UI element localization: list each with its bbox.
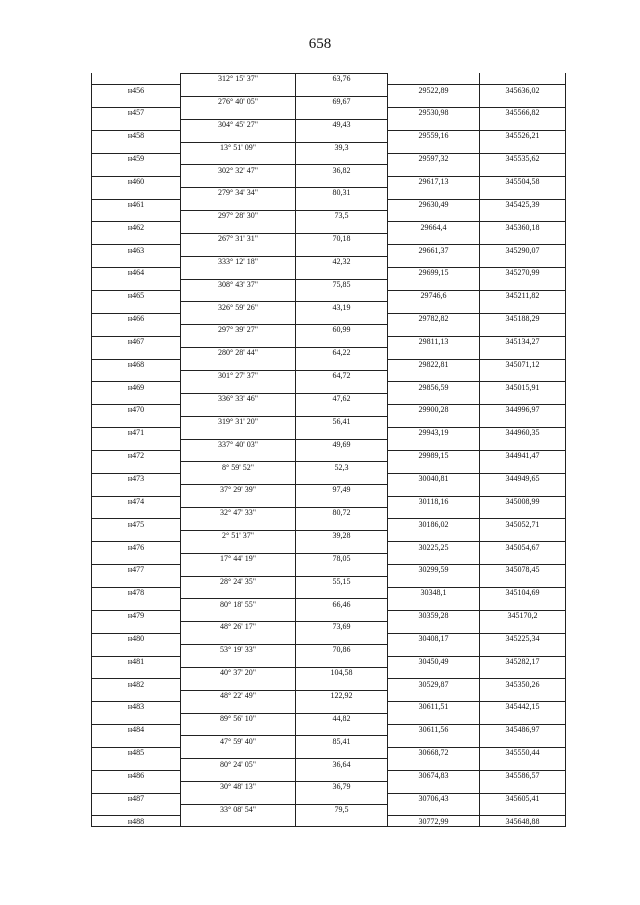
x-coordinate: 30611,51 (418, 702, 449, 712)
table-row (91, 84, 566, 95)
direction-angle: 48° 26' 17" (220, 622, 256, 632)
point-name: н478 (127, 588, 145, 598)
segment-length: 44,82 (332, 713, 351, 723)
y-coordinate: 345550,44 (505, 748, 540, 758)
segment-length: 69,67 (332, 97, 351, 107)
y-coordinate: 345015,91 (505, 382, 540, 392)
direction-angle: 304° 45' 27" (218, 119, 258, 129)
segment-length: 66,46 (332, 599, 351, 609)
table-row (91, 427, 566, 438)
point-name: н487 (127, 793, 145, 803)
segment-length: 36,82 (332, 165, 351, 175)
segment-row (91, 279, 566, 290)
point-name: н464 (127, 268, 145, 278)
table-row (91, 793, 566, 804)
segment-row (91, 781, 566, 792)
point-name: н463 (127, 245, 145, 255)
table-row (91, 747, 566, 758)
x-coordinate: 29856,59 (418, 382, 449, 392)
point-name: н481 (127, 656, 145, 666)
direction-angle: 336° 33' 46" (218, 394, 258, 404)
point-name: н485 (127, 748, 145, 758)
segment-length: 36,79 (332, 782, 351, 792)
direction-angle: 8° 59' 52" (222, 462, 254, 472)
segment-row (91, 644, 566, 655)
x-coordinate: 29661,37 (418, 245, 449, 255)
point-name: н467 (127, 336, 145, 346)
x-coordinate: 29822,81 (418, 359, 449, 369)
x-coordinate: 30772,99 (418, 816, 449, 826)
point-name: н474 (127, 496, 145, 506)
table-row (91, 359, 566, 370)
y-coordinate: 344949,65 (505, 473, 540, 483)
y-coordinate: 345605,41 (505, 793, 540, 803)
point-name: н465 (127, 291, 145, 301)
segment-length: 73,5 (334, 211, 349, 221)
y-coordinate: 345425,39 (505, 199, 540, 209)
segment-row (91, 484, 566, 495)
y-coordinate: 345282,17 (505, 656, 540, 666)
direction-angle: 267° 31' 31" (218, 234, 258, 244)
y-coordinate: 345170,2 (507, 611, 538, 621)
y-coordinate: 345188,29 (505, 314, 540, 324)
segment-length: 60,99 (332, 325, 351, 335)
direction-angle: 80° 18' 55" (220, 599, 256, 609)
direction-angle: 2° 51' 37" (222, 531, 254, 541)
segment-row (91, 735, 566, 746)
direction-angle: 319° 31' 20" (218, 416, 258, 426)
segment-length: 64,72 (332, 371, 351, 381)
direction-angle: 302° 32' 47" (218, 165, 258, 175)
direction-angle: 80° 24' 05" (220, 759, 256, 769)
segment-length: 56,41 (332, 416, 351, 426)
table-row (91, 176, 566, 187)
table-row (91, 587, 566, 598)
x-coordinate: 30674,83 (418, 770, 449, 780)
segment-row (91, 233, 566, 244)
segment-length: 73,69 (332, 622, 351, 632)
table-row (91, 678, 566, 689)
y-coordinate: 345486,97 (505, 725, 540, 735)
segment-row (91, 416, 566, 427)
point-name: н471 (127, 428, 145, 438)
y-coordinate: 344960,35 (505, 428, 540, 438)
direction-angle: 337° 40' 03" (218, 439, 258, 449)
segment-row (91, 598, 566, 609)
point-name: н486 (127, 770, 145, 780)
point-name: н466 (127, 314, 145, 324)
x-coordinate: 30706,43 (418, 793, 449, 803)
coordinates-table (91, 73, 566, 827)
y-coordinate: 345526,21 (505, 131, 540, 141)
x-coordinate: 30529,87 (418, 679, 449, 689)
y-coordinate: 345270,99 (505, 268, 540, 278)
x-coordinate: 29943,19 (418, 428, 449, 438)
segment-row (91, 187, 566, 198)
x-coordinate: 30186,02 (418, 519, 449, 529)
point-name: н470 (127, 405, 145, 415)
point-name: н460 (127, 177, 145, 186)
point-name: н479 (127, 611, 145, 621)
x-coordinate: 30450,49 (418, 656, 449, 666)
y-coordinate: 345054,67 (505, 542, 540, 552)
direction-angle: 297° 39' 27" (218, 325, 258, 335)
direction-angle: 276° 40' 05" (218, 97, 258, 107)
segment-length: 47,62 (332, 394, 351, 404)
point-name: н457 (127, 108, 145, 118)
direction-angle: 30° 48' 13" (220, 782, 256, 792)
segment-length: 122,92 (330, 690, 353, 700)
page-number: 658 (308, 36, 332, 52)
segment-row (91, 256, 566, 267)
y-coordinate: 345360,18 (505, 222, 540, 232)
point-name: н458 (127, 131, 145, 141)
direction-angle: 53° 19' 33" (220, 645, 256, 655)
x-coordinate: 29530,98 (418, 108, 449, 118)
segment-length: 39,28 (332, 531, 351, 541)
y-coordinate: 344941,47 (505, 451, 540, 461)
direction-angle: 48° 22' 49" (220, 690, 256, 700)
point-name: н483 (127, 702, 145, 712)
x-coordinate: 30668,72 (418, 748, 449, 758)
segment-row (91, 370, 566, 381)
x-coordinate: 29630,49 (418, 199, 449, 209)
segment-length: 79,5 (334, 805, 349, 815)
segment-row (91, 758, 566, 769)
x-coordinate: 30225,25 (418, 542, 449, 552)
table-row (91, 130, 566, 141)
x-coordinate: 29811,13 (418, 336, 449, 346)
segment-row (91, 621, 566, 632)
y-coordinate: 345350,26 (505, 679, 540, 689)
y-coordinate: 345008,99 (505, 496, 540, 506)
segment-row (91, 142, 566, 153)
table-row (91, 244, 566, 255)
x-coordinate: 29597,32 (418, 154, 449, 164)
segment-length: 43,19 (332, 302, 351, 312)
direction-angle: 297° 28' 30" (218, 211, 258, 221)
x-coordinate: 30408,17 (418, 633, 449, 643)
segment-length: 49,43 (332, 119, 351, 129)
table-row (91, 199, 566, 210)
point-name: н475 (127, 519, 145, 529)
direction-angle: 301° 27' 37" (218, 371, 258, 381)
table-row (91, 473, 566, 484)
direction-angle: 13° 51' 09" (220, 142, 256, 152)
direction-angle: 326° 59' 26" (218, 302, 258, 312)
y-coordinate: 345211,82 (505, 291, 540, 301)
point-name: н459 (127, 154, 145, 164)
segment-length: 63,76 (332, 74, 351, 84)
segment-row (91, 119, 566, 130)
table-row (91, 450, 566, 461)
segment-length: 75,85 (332, 279, 351, 289)
table-row (91, 701, 566, 712)
y-coordinate: 345071,12 (505, 359, 540, 369)
x-coordinate: 30299,59 (418, 565, 449, 575)
point-name: н482 (127, 679, 145, 689)
y-coordinate: 345586,57 (505, 770, 540, 780)
table-row (91, 381, 566, 392)
y-coordinate: 345636,02 (505, 85, 540, 95)
x-coordinate: 29900,28 (418, 405, 449, 415)
segment-row (91, 530, 566, 541)
point-name: н480 (127, 633, 145, 643)
x-coordinate: 30118,16 (418, 496, 449, 506)
segment-length: 36,64 (332, 759, 351, 769)
y-coordinate: 345648,88 (505, 816, 540, 826)
table-row (91, 336, 566, 347)
point-name: н468 (127, 359, 145, 369)
table-row (91, 221, 566, 232)
y-coordinate: 345225,34 (505, 633, 540, 643)
point-name: н476 (127, 542, 145, 552)
segment-length: 78,05 (332, 553, 351, 563)
direction-angle: 47° 59' 40" (220, 736, 256, 746)
y-coordinate: 345134,27 (505, 336, 540, 346)
segment-length: 70,86 (332, 645, 351, 655)
segment-length: 64,22 (332, 348, 351, 358)
table-row (91, 633, 566, 644)
direction-angle: 308° 43' 37" (218, 279, 258, 289)
x-coordinate: 29989,15 (418, 451, 449, 461)
segment-length: 97,49 (332, 485, 351, 495)
y-coordinate: 345052,71 (505, 519, 540, 529)
table-row (91, 404, 566, 415)
segment-row (91, 507, 566, 518)
table-row (91, 656, 566, 667)
table-row (91, 153, 566, 164)
segment-row (91, 439, 566, 450)
segment-length: 104,58 (330, 668, 353, 678)
segment-row (91, 690, 566, 701)
table-row (91, 267, 566, 278)
x-coordinate: 29782,82 (418, 314, 449, 324)
segment-length: 52,3 (334, 462, 349, 472)
table-row (91, 770, 566, 781)
direction-angle: 89° 56' 10" (220, 713, 256, 723)
segment-row (91, 73, 566, 84)
segment-row (91, 713, 566, 724)
point-name: н484 (127, 725, 145, 735)
segment-length: 39,3 (334, 142, 349, 152)
segment-row (91, 461, 566, 472)
x-coordinate: 29522,89 (418, 85, 449, 95)
segment-row (91, 393, 566, 404)
x-coordinate: 29559,16 (418, 131, 449, 141)
table-row (91, 815, 566, 826)
table-row (91, 496, 566, 507)
segment-length: 80,72 (332, 508, 351, 518)
y-coordinate: 345104,69 (505, 588, 540, 598)
direction-angle: 17° 44' 19" (220, 553, 256, 563)
x-coordinate: 29664,4 (420, 222, 447, 232)
table-row (91, 107, 566, 118)
direction-angle: 33° 08' 54" (220, 805, 256, 815)
segment-length: 80,31 (332, 188, 351, 198)
direction-angle: 32° 47' 33" (220, 508, 256, 518)
table-row (91, 518, 566, 529)
y-coordinate: 345535,62 (505, 154, 540, 164)
table-row (91, 610, 566, 621)
point-name: н461 (127, 199, 145, 209)
point-name: н473 (127, 473, 145, 483)
point-name: н456 (127, 85, 145, 95)
table-row (91, 313, 566, 324)
point-name: н469 (127, 382, 145, 392)
y-coordinate: 344996,97 (505, 405, 540, 415)
segment-row (91, 667, 566, 678)
segment-length: 55,15 (332, 576, 351, 586)
x-coordinate: 30359,28 (418, 611, 449, 621)
point-name: н488 (127, 816, 145, 826)
y-coordinate: 345442,15 (505, 702, 540, 712)
segment-row (91, 347, 566, 358)
segment-row (91, 301, 566, 312)
direction-angle: 280° 28' 44" (218, 348, 258, 358)
table-row (91, 290, 566, 301)
segment-length: 70,18 (332, 234, 351, 244)
point-name: н462 (127, 222, 145, 232)
y-coordinate: 345290,07 (505, 245, 540, 255)
segment-length: 42,32 (332, 256, 351, 266)
table-row (91, 724, 566, 735)
segment-length: 85,41 (332, 736, 351, 746)
direction-angle: 279° 34' 34" (218, 188, 258, 198)
point-name: н472 (127, 451, 145, 461)
x-coordinate: 29699,15 (418, 268, 449, 278)
direction-angle: 37° 29' 39" (220, 485, 256, 495)
segment-row (91, 804, 566, 815)
direction-angle: 28° 24' 35" (220, 576, 256, 586)
x-coordinate: 30348,1 (420, 588, 447, 598)
y-coordinate: 345504,58 (505, 177, 540, 186)
segment-row (91, 164, 566, 175)
x-coordinate: 30611,56 (418, 725, 449, 735)
segment-row (91, 576, 566, 587)
segment-length: 49,69 (332, 439, 351, 449)
y-coordinate: 345566,82 (505, 108, 540, 118)
table-row (91, 564, 566, 575)
segment-row (91, 553, 566, 564)
y-coordinate: 345078,45 (505, 565, 540, 575)
direction-angle: 40° 37' 20" (220, 668, 256, 678)
direction-angle: 333° 12' 18" (218, 256, 258, 266)
segment-row (91, 324, 566, 335)
point-name: н477 (127, 565, 145, 575)
x-coordinate: 29617,13 (418, 177, 449, 186)
direction-angle: 312° 15' 37" (218, 74, 258, 84)
x-coordinate: 30040,81 (418, 473, 449, 483)
table-row (91, 541, 566, 552)
segment-row (91, 210, 566, 221)
segment-row (91, 96, 566, 107)
x-coordinate: 29746,6 (420, 291, 447, 301)
